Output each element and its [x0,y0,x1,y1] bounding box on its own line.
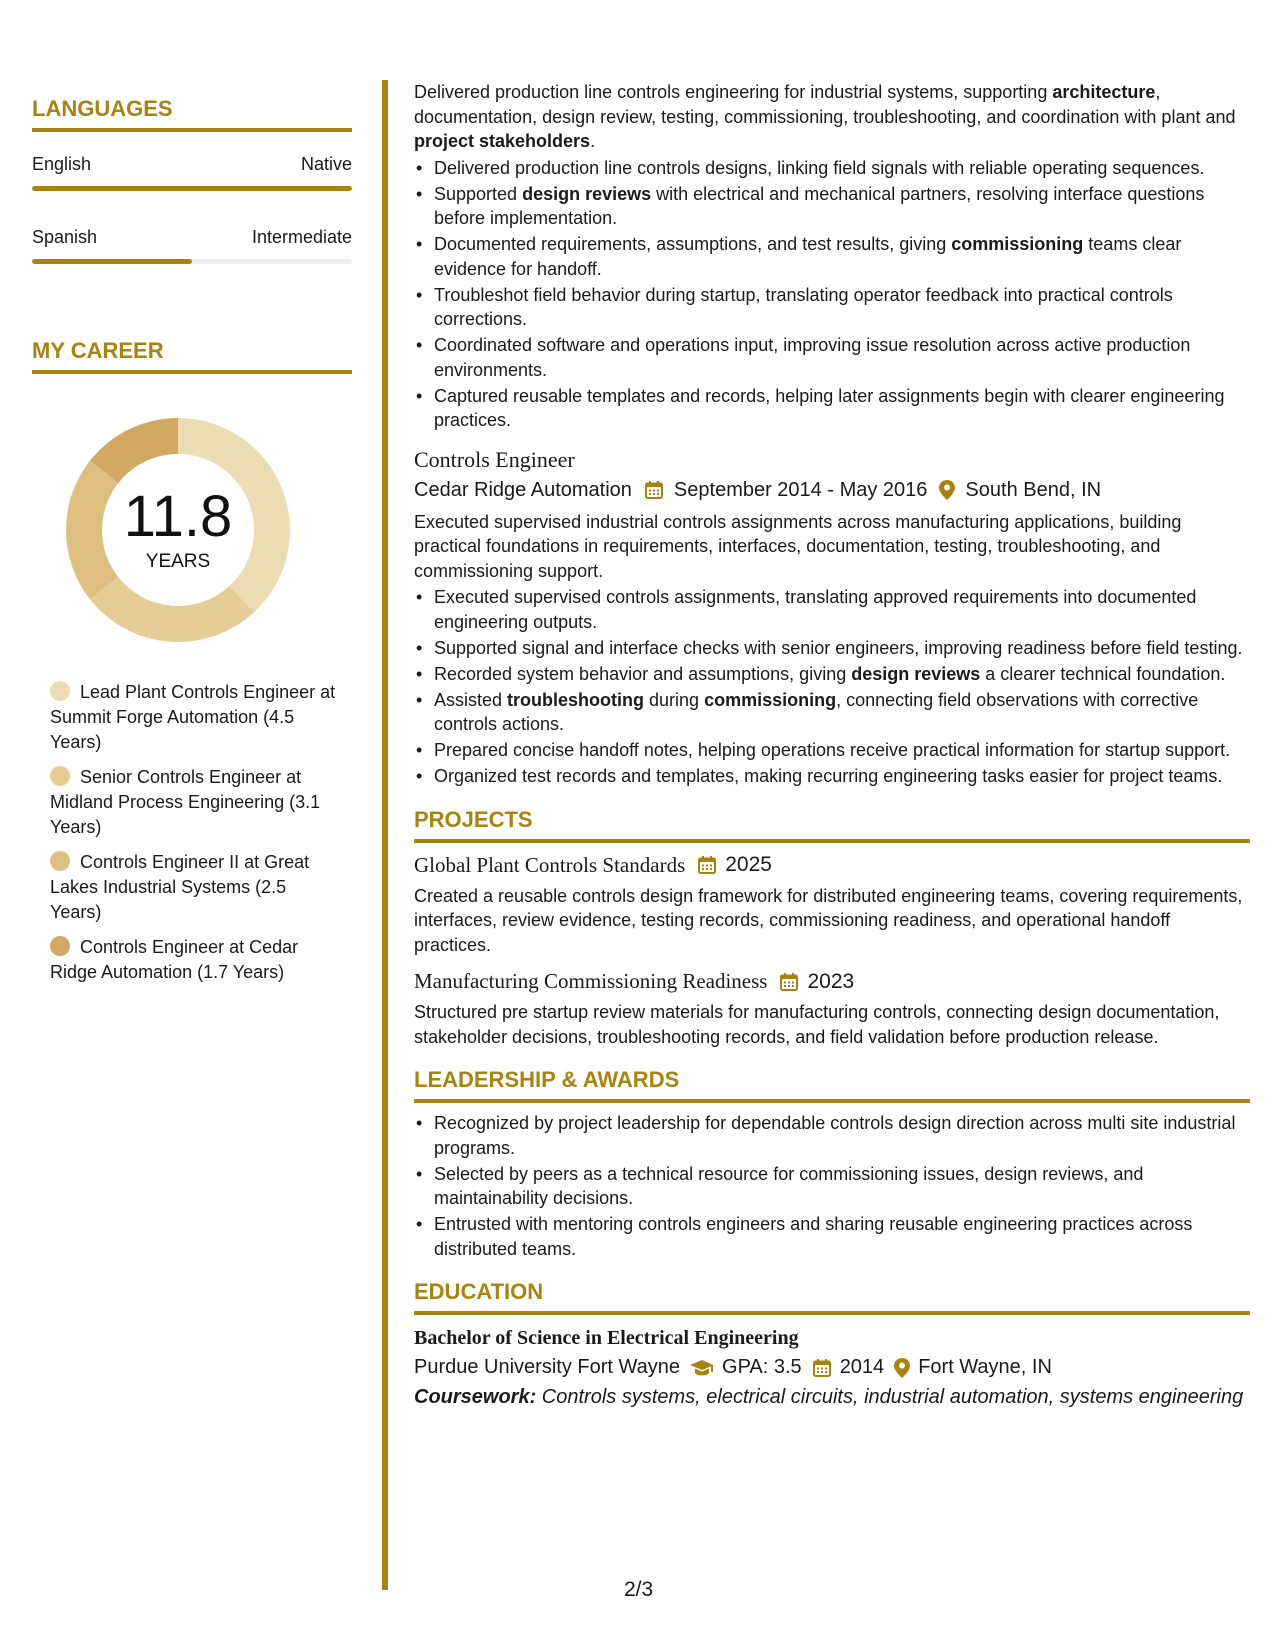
bullet-item [414,182,1250,231]
bullet-item [414,662,1250,687]
map-pin-icon [894,1358,910,1378]
bold-text: troubleshooting [507,689,645,710]
calendar-icon [697,855,717,875]
map-pin-icon [939,480,955,500]
text: Troubleshot field behavior during startup, translating operator feedback into practical controls corrections. [434,284,1173,329]
bullet-item [414,333,1250,382]
text: with electrical and mechanical partners, resolving interface questions before implementation. [434,183,1205,228]
text: Supported [434,183,523,204]
job-title: Controls Engineer [414,446,575,472]
language-level-bar [32,186,352,191]
language-item [32,154,352,191]
project-name: Manufacturing Commissioning Readiness [414,969,768,993]
career-legend-dot [50,936,70,956]
project-title-row [414,853,1250,878]
education-gpa: GPA: 3.5 [722,1356,802,1378]
bullet-item: • Selected by peers as a technical resource for commissioning issues, design reviews, and maintainability decisions. [414,1162,1250,1211]
project-year: 2025 [725,853,772,876]
career-item [50,765,340,840]
donut-center [66,418,290,642]
graduation-cap-icon [690,1359,714,1377]
text: Organized test records and templates, making recurring engineering tasks easier for project teams. [434,766,1223,786]
language-level: Native [300,154,352,174]
language-level-fill [32,259,192,264]
leadership-heading: LEADERSHIP & AWARDS [414,1067,1250,1103]
career-item [50,935,340,985]
bullet-item [414,636,1250,661]
career-legend-dot [50,851,70,871]
text: Executed supervised controls assignments, translating approved requirements into documented engineering outputs. [434,587,1197,632]
column-divider [382,80,388,1590]
text: Supported signal and interface checks with senior engineers, improving readiness before field testing. [434,637,1243,658]
experience-intro [414,80,1250,154]
coursework-text: Controls systems, electrical circuits, industrial automation, systems engineering [536,1386,1244,1408]
education-coursework [414,1385,1250,1410]
job-meta [414,479,1250,502]
text: Delivered production line controls designs, linking field signals with reliable operating sequences. [434,157,1205,178]
bullet-item [414,283,1250,332]
project-description: Created a reusable controls design framework for distributed engineering teams, covering requirements, interfaces, review evidence, testing records, commissioning readiness, and operational handoff practices. [414,885,1243,955]
language-name: English [32,154,92,174]
calendar-icon [812,1358,832,1378]
languages-heading: LANGUAGES [32,96,352,132]
bullet-item [414,764,1250,789]
text: , connecting field observations with corrective controls actions. [434,689,1199,734]
education-location: Fort Wayne, IN [918,1356,1052,1378]
experience-bullets [414,156,1250,433]
languages-list [32,154,352,264]
project-title-row [414,969,1250,994]
text: . [590,131,596,151]
bullet-item [414,232,1250,281]
education-year: 2014 [839,1356,885,1378]
bold-text: commissioning [704,689,837,710]
text: Prepared concise handoff notes, helping operations receive practical information for startup support. [434,740,1231,760]
leadership-list [414,1111,1250,1261]
text: , documentation, design review, testing, commissioning, troubleshooting, and coordination with plant and [414,82,1236,127]
career-heading: MY CAREER [32,338,352,374]
language-name: Spanish [32,227,98,247]
text: Coordinated software and operations input, improving issue resolution across active production environments. [434,335,1191,380]
language-row [32,154,352,178]
career-item [50,850,340,925]
career-item [50,680,340,755]
language-row [32,227,352,251]
coursework-label: Coursework: [414,1386,537,1408]
bold-text: architecture [1052,82,1156,102]
career-item-text: Lead Plant Controls Engineer at Summit Forge Automation (4.5 Years) [50,682,336,752]
project-item [414,853,1250,958]
text: Captured reusable templates and records, helping later assignments begin with clearer engineering practices. [434,385,1225,430]
bold-text: project stakeholders [414,131,591,151]
education-school: Purdue University Fort Wayne [414,1356,681,1378]
bullet-item [414,688,1250,737]
career-total-years: 11.8 [123,484,233,549]
language-level-bar [32,259,352,264]
project-item [414,969,1250,1049]
left-column [32,96,352,995]
bullet-item [414,156,1250,181]
page-number: 2/3 [624,1578,654,1601]
bullet-item [414,384,1250,433]
bullet-item [414,738,1250,763]
job-bullets [414,585,1250,789]
bullet-item: • Entrusted with mentoring controls engineers and sharing reusable engineering practices across distributed teams. [414,1212,1250,1261]
career-list [50,680,340,985]
project-year: 2023 [807,969,855,993]
career-total-unit: YEARS [145,551,211,572]
text: Recorded system behavior and assumptions, giving [434,663,852,684]
project-description: Structured pre startup review materials for manufacturing controls, connecting design documentation, stakeholder decisions, troubleshooting records, and field validation before production release. [414,1002,1220,1047]
right-column [414,80,1250,1410]
career-legend-dot [50,766,70,786]
text: Delivered production line controls engineering for industrial systems, supporting [414,82,1053,102]
job-summary: Executed supervised industrial controls assignments across manufacturing applications, building practical foundations in requirements, interfaces, documentation, testing, troubleshooting, and commissioning support. [414,511,1182,581]
text: teams clear evidence for handoff. [434,234,1182,279]
education-degree: Bachelor of Science in Electrical Engineering [414,1327,799,1349]
career-item-text: Controls Engineer II at Great Lakes Industrial Systems (2.5 Years) [50,852,310,922]
job-dates: September 2014 - May 2016 [673,478,928,501]
bold-text: design reviews [851,663,981,684]
career-donut-chart [66,418,290,642]
job-company: Cedar Ridge Automation [414,478,632,501]
projects-heading: PROJECTS [414,807,1250,843]
projects-list [414,853,1250,1050]
language-item [32,227,352,264]
education-meta [414,1356,1250,1379]
text: during [644,689,705,710]
bold-text: design reviews [522,183,652,204]
career-item-text: Controls Engineer at Cedar Ridge Automation (1.7 Years) [50,937,299,982]
language-level-fill [32,186,352,191]
project-name: Global Plant Controls Standards [414,852,686,877]
calendar-icon [644,480,664,500]
text: Assisted [434,689,508,710]
bullet-item: • Recognized by project leadership for dependable controls design direction across multi site industrial programs. [414,1111,1250,1160]
text: a clearer technical foundation. [980,663,1226,684]
education-heading: EDUCATION [414,1279,1250,1315]
bold-text: commissioning [951,234,1084,254]
text: Documented requirements, assumptions, and test results, giving [434,234,952,254]
bullet-item [414,585,1250,634]
language-level: Intermediate [251,227,352,247]
career-legend-dot [50,681,70,701]
job-location: South Bend, IN [965,478,1102,501]
career-item-text: Senior Controls Engineer at Midland Process Engineering (3.1 Years) [50,767,321,837]
calendar-icon [779,972,799,992]
